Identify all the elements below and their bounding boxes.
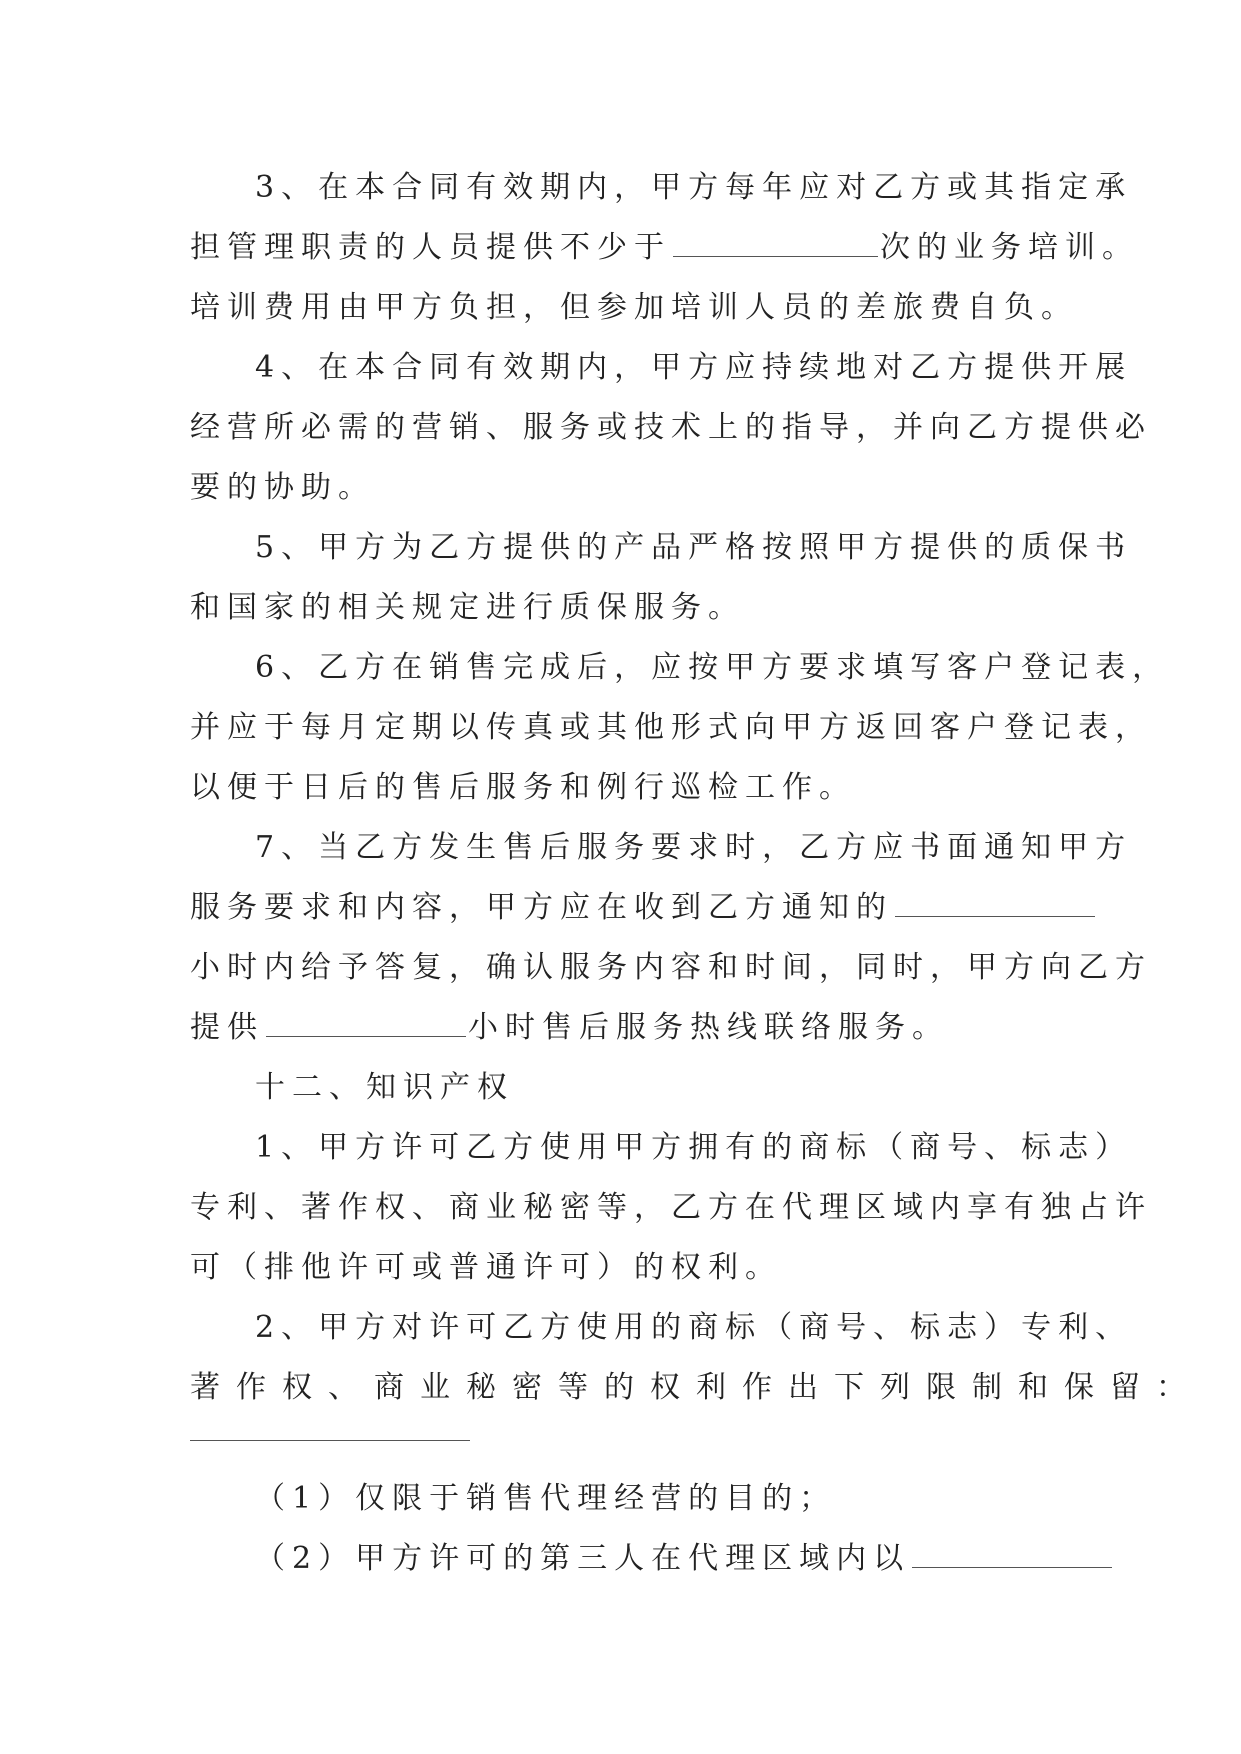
blank-field — [912, 1533, 1112, 1568]
clause-6-line-1: 6、乙方在销售完成后，应按甲方要求填写客户登记表， — [255, 650, 1170, 685]
clause-3-line-3: 培训费用由甲方负担，但参加培训人员的差旅费自负。 — [190, 290, 1078, 325]
clause-5-line-2: 和国家的相关规定进行质保服务。 — [190, 590, 745, 625]
ip-clause-1-line-3: 可（排他许可或普通许可）的权利。 — [190, 1250, 782, 1285]
clause-7-line-4: 提供 小时售后服务热线联络服务。 — [190, 998, 1050, 1058]
ip-clause-2-line-1: 2、甲方对许可乙方使用的商标（商号、标志）专利、 — [255, 1310, 1133, 1345]
clause-4-line-1: 4、在本合同有效期内，甲方应持续地对乙方提供开展 — [255, 350, 1133, 385]
ip-clause-1-line-1: 1、甲方许可乙方使用甲方拥有的商标（商号、标志） — [255, 1130, 1133, 1165]
blank-field — [895, 882, 1095, 917]
ip-item-2: （2）甲方许可的第三人在代理区域内以 — [190, 1529, 1050, 1589]
ip-clause-2-line-2: 著作权、商业秘密等的权利作出下列限制和保留： — [190, 1370, 1202, 1405]
clause-3-line-2: 担管理职责的人员提供不少于 次的业务培训。 — [190, 218, 1050, 278]
clause-3-line-1: 3、在本合同有效期内，甲方每年应对乙方或其指定承 — [255, 170, 1133, 205]
clause-6-line-3: 以便于日后的售后服务和例行巡检工作。 — [190, 770, 856, 805]
clause-7-line-2: 服务要求和内容，甲方应在收到乙方通知的 — [190, 878, 1050, 938]
blank-field — [190, 1426, 470, 1441]
document-page — [190, 158, 1202, 1589]
blank-field — [266, 1002, 466, 1037]
ip-clause-1-line-2: 专利、著作权、商业秘密等，乙方在代理区域内享有独占许 — [190, 1190, 1152, 1225]
ip-item-1: （1）仅限于销售代理经营的目的； — [255, 1481, 837, 1516]
clause-7-line-3: 小时内给予答复，确认服务内容和时间，同时，甲方向乙方 — [190, 950, 1152, 985]
clause-4-line-3: 要的协助。 — [190, 470, 375, 505]
blank-field — [673, 222, 878, 257]
clause-4-line-2: 经营所必需的营销、服务或技术上的指导，并向乙方提供必 — [190, 410, 1152, 445]
clause-7-line-1: 7、当乙方发生售后服务要求时，乙方应书面通知甲方 — [255, 830, 1133, 865]
section-heading: 十二、知识产权 — [255, 1070, 514, 1105]
clause-5-line-1: 5、甲方为乙方提供的产品严格按照甲方提供的质保书 — [255, 530, 1133, 565]
clause-6-line-2: 并应于每月定期以传真或其他形式向甲方返回客户登记表， — [190, 710, 1152, 745]
